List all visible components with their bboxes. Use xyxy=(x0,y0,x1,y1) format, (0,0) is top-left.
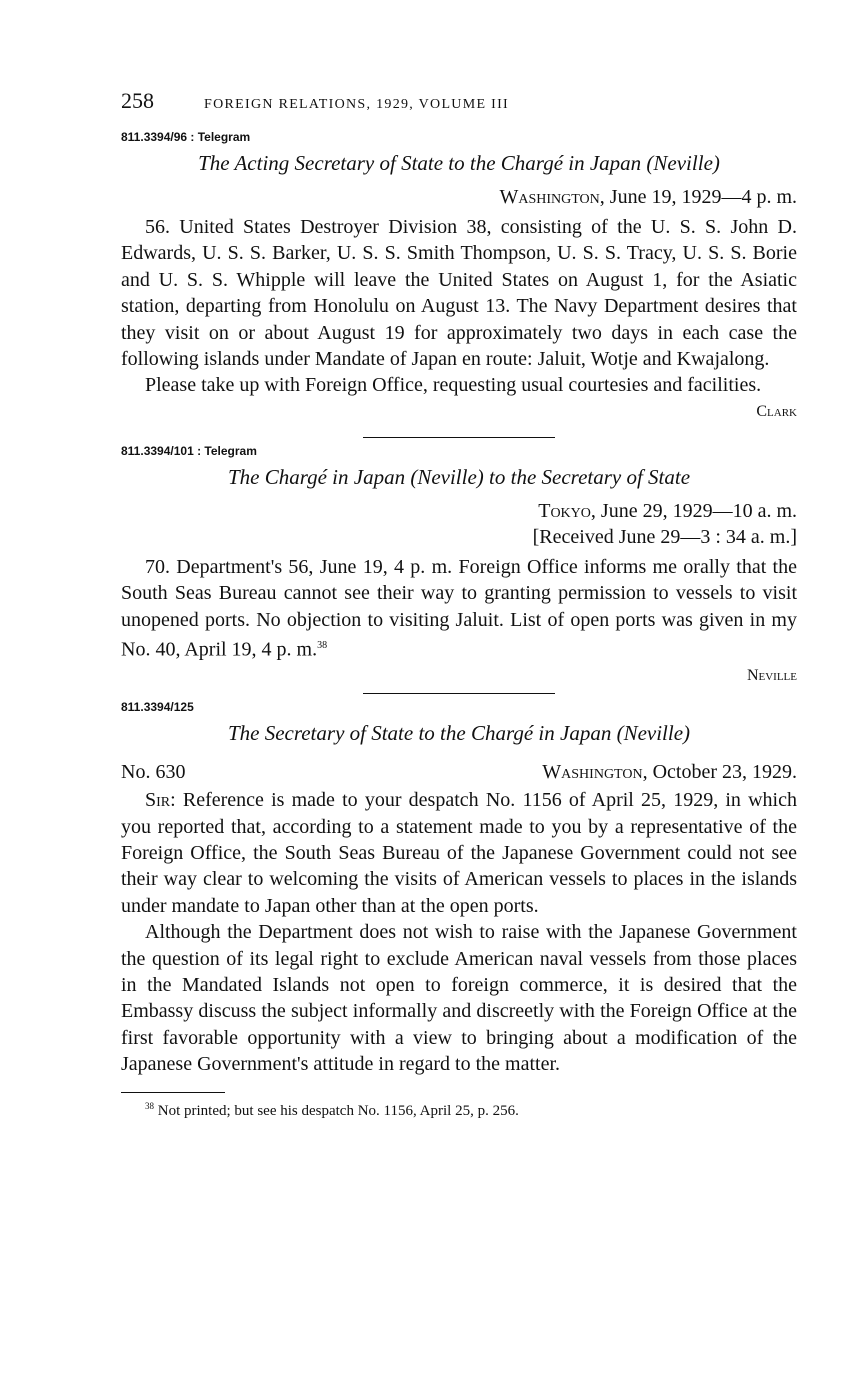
document-1 xyxy=(121,130,797,423)
section-divider xyxy=(363,437,555,438)
dateline xyxy=(121,498,797,524)
salutation: Sir xyxy=(145,789,171,812)
dateline-place: Washington xyxy=(499,186,600,208)
document-title: The Acting Secretary of State to the Chargé in Japan (Neville) xyxy=(198,151,720,175)
signature: Clark xyxy=(756,402,797,420)
footnote-text: Not printed; but see his despatch No. 1156, April 25, p. 256. xyxy=(157,1102,519,1119)
document-page xyxy=(121,88,797,1120)
footnote-mark: 38 xyxy=(145,1100,154,1111)
dateline-date: , June 19, 1929—4 p. m. xyxy=(599,186,797,208)
dateline xyxy=(542,759,797,785)
body-paragraph xyxy=(121,787,797,919)
dateline-place: Tokyo xyxy=(538,499,591,522)
document-title: The Chargé in Japan (Neville) to the Secretary of State xyxy=(227,464,691,489)
number-and-dateline xyxy=(121,759,797,785)
paragraph-text: : Reference is made to your despatch No. 1156 of April 25, 1929, in which you reported that, according to a statement made to you by a representative of the Foreign Office, the South Seas Bureau of the Japanese Government could not see their way clear to welcoming the visits of American vessels to places in the islands under mandate to Japan other than at the open ports. xyxy=(121,789,797,917)
despatch-number: No. 630 xyxy=(121,761,186,784)
document-title: The Secretary of State to the Chargé in Japan (Neville) xyxy=(227,721,691,746)
paragraph-text: 70. Department's 56, June 19, 4 p. m. Foreign Office informs me orally that the South Seas Bureau cannot see their way to granting permission to vessels to visit unopened ports. No objection to visiting Jaluit. List of open ports was given in my No. 40, April 19, 4 p. m. xyxy=(121,555,797,661)
section-divider xyxy=(363,693,555,694)
body-paragraph: Please take up with Foreign Office, requesting usual courtesies and facilities. xyxy=(145,374,762,397)
dateline-date: , June 29, 1929—10 a. m. xyxy=(590,499,797,522)
body-paragraph xyxy=(121,554,797,663)
running-title: FOREIGN RELATIONS, 1929, VOLUME III xyxy=(204,97,510,112)
file-reference: 811.3394/125 xyxy=(121,700,194,715)
document-2 xyxy=(121,444,797,687)
footnote-divider xyxy=(121,1092,225,1093)
footnote xyxy=(145,1101,797,1120)
dateline xyxy=(121,184,797,210)
body-paragraph: 56. United States Destroyer Division 38, consisting of the U. S. S. John D. Edwards, U. S. S. Barker, U. S. S. Smith Thompson, U. S. S. Tracy, U. S. S. Borie and U. S. S. Whipple will leave the United States on August 1, for the Asiatic station, departing from Honolulu on August 13. The Navy Department desires that they visit on or about August 19 for approximately two days in each case the following islands under Mandate of Japan en route: Jaluit, Wotje and Kwajalong. xyxy=(121,216,797,371)
received-line: [Received June 29—3 : 34 a. m.] xyxy=(532,525,797,548)
file-reference: 811.3394/101 : Telegram xyxy=(121,443,257,458)
running-header xyxy=(121,88,797,118)
signature: Neville xyxy=(746,667,797,685)
footnote-reference: 38 xyxy=(317,640,328,652)
dateline-date: , October 23, 1929. xyxy=(642,761,797,784)
document-3 xyxy=(121,700,797,1077)
file-reference: 811.3394/96 : Telegram xyxy=(121,130,251,144)
page-number: 258 xyxy=(121,88,154,113)
body-paragraph: Although the Department does not wish to raise with the Japanese Government the question of its legal right to exclude American naval vessels from those places in the Mandated Islands not open to foreign commerce, it is desired that the Embassy discuss the subject informally and discreetly with the Foreign Office at the first favorable opportunity with a view to bringing about a modification of the Japanese Government's attitude in regard to the matter. xyxy=(121,921,797,1076)
dateline-place: Washington xyxy=(542,761,643,784)
